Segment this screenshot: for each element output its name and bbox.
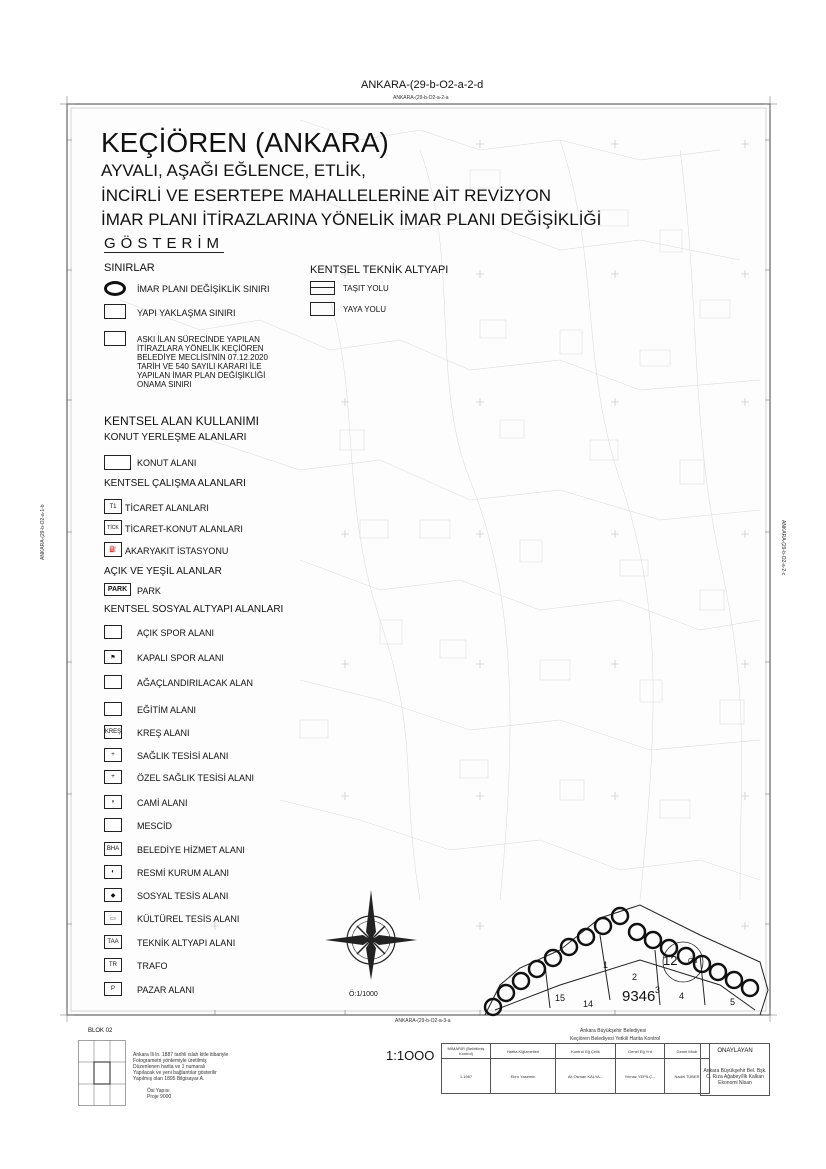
social-symbol-text: P [110, 986, 115, 992]
parcel-lot-12: 12 [663, 953, 678, 968]
parcel-lot-3: 3 [655, 985, 661, 995]
landuse-title: KENTSEL ALAN KULLANIMI [104, 414, 259, 428]
social-symbol-text [105, 626, 121, 638]
footer-note: Ösi Yapısı [147, 1088, 170, 1094]
approval-boundary-symbol [104, 331, 126, 346]
plan-subtitle-1: AYVALI, AŞAĞI EĞLENCE, ETLİK, [101, 161, 366, 180]
social-symbol-text: ◆ [110, 892, 116, 899]
circle-label: Ö3 [688, 958, 698, 965]
approval-title: ONAYLAYAN [717, 1048, 753, 1054]
social-legend-label: AÇIK SPOR ALANI [137, 628, 215, 638]
index-grid [78, 1040, 126, 1106]
social-symbol-text: + [111, 752, 115, 758]
social-symbol-text: ⚑ [110, 654, 116, 661]
plan-subtitle-3: İMAR PLANI İTİRAZLARINA YÖNELİK İMAR PLANI DEĞİŞİKLİĞİ [101, 210, 602, 229]
social-symbol-text: KREŞ [104, 729, 122, 735]
social-symbol [104, 818, 122, 832]
tech-title: KENTSEL TEKNİK ALTYAPI [310, 264, 449, 276]
table-cell: Ali Osman KALYA... [556, 1059, 616, 1094]
social-symbol-text: + [111, 774, 115, 780]
table-cell: 1.1987 [442, 1059, 491, 1094]
housing-symbol [104, 455, 131, 470]
social-symbol [104, 625, 122, 639]
column-header: Harita Kiğizmetleri [491, 1044, 556, 1059]
footer-note: Düzenlenen harita ve 1 numaralı [133, 1064, 206, 1070]
social-legend-label: ÖZEL SAĞLIK TESİSİ ALANI [137, 773, 255, 783]
social-symbol-text: ◐ [111, 869, 115, 875]
social-symbol-text: BHA [106, 846, 120, 852]
social-symbol [104, 888, 122, 902]
social-legend-label: KÜLTÜREL TESİS ALANI [137, 914, 240, 924]
legend-commerce-housing: TİCARET-KONUT ALANLARI [125, 524, 243, 534]
column-header: Genel Müdr [665, 1044, 710, 1059]
legend-vehicle-road: TAŞIT YOLU [343, 284, 389, 293]
park-symbol-text: PARK [107, 586, 128, 593]
column-header: MİMARİR (Belirtilmiş Kontrol) [442, 1044, 491, 1059]
approval-box [700, 1043, 770, 1096]
commerce-housing-symbol-text: TİCK [107, 524, 119, 531]
social-symbol-text [105, 819, 121, 831]
social-legend-label: KREŞ ALANI [137, 728, 190, 738]
social-symbol [104, 842, 122, 856]
legend-fuel-station: AKARYAKIT İSTASYONU [125, 546, 229, 556]
footer-note: Proje 9000 [147, 1094, 172, 1100]
footer-note: Yapılmış olan 1895 Bilgisayar A. [133, 1076, 205, 1082]
social-symbol [104, 935, 122, 949]
legend-commerce: TİCARET ALANLARI [125, 503, 209, 513]
legend-approach-boundary: YAPI YAKLAŞMA SINIRI [137, 308, 236, 318]
sheet-bottom-label: ANKARA-(29-b-O2-a-3-a [395, 1018, 451, 1024]
commerce-housing-symbol [104, 520, 122, 535]
social-title: KENTSEL SOSYAL ALTYAPI ALANLARI [104, 604, 284, 615]
social-symbol [104, 958, 122, 972]
legend-approval-boundary: ASKI İLAN SÜRECİNDE YAPILAN İTİRAZLARA YÖNELİK KEÇİÖREN BELEDİYE MECLİSİ'NİN 07.12.2020 TARİH VE 540 SAYILI KARARI İLE YAPILAN İMAR PLAN DEĞİŞİKLİĞİ ONAMA SINIRI [137, 335, 268, 389]
social-legend-label: BELEDİYE HİZMET ALANI [137, 845, 245, 855]
social-symbol [104, 911, 122, 925]
parcel-lot-2: 2 [632, 972, 638, 982]
scale-large: 1:1OOO [386, 1048, 435, 1063]
parcel-lot-14: 14 [583, 999, 594, 1009]
social-legend-label: RESMİ KURUM ALANI [137, 868, 230, 878]
social-symbol [104, 982, 122, 996]
legend-housing: KONUT ALANI [137, 458, 197, 468]
block-label: BLOK 02 [88, 1028, 113, 1034]
social-symbol [104, 650, 122, 664]
footer-note: Ankara İli ln. 1887 tarihli ıslah kitle itibariyle [133, 1052, 229, 1058]
social-symbol [104, 770, 122, 784]
social-legend-label: CAMİ ALANI [137, 798, 188, 808]
social-legend-label: SOSYAL TESİS ALANI [137, 891, 229, 901]
work-title: KENTSEL ÇALIŞMA ALANLARI [104, 478, 246, 489]
parcel-lot-5: 5 [730, 997, 736, 1007]
sheet-title: ANKARA-(29-b-O2-a-2-d [361, 79, 484, 91]
commerce-symbol [104, 499, 122, 514]
parcel-number: 9346 [622, 988, 656, 1005]
social-symbol [104, 795, 122, 809]
legend-park: PARK [137, 586, 161, 596]
social-legend-label: MESCİD [137, 821, 173, 831]
social-symbol [104, 675, 122, 689]
legend-heading: GÖSTERİM [104, 235, 225, 252]
table-cell: Nadiri TÜBER [665, 1059, 710, 1094]
social-legend-label: KAPALI SPOR ALANI [137, 653, 224, 663]
social-legend-label: EĞİTİM ALANI [137, 705, 197, 715]
table-cell: Yılmaz YEPİLÇ... [616, 1059, 665, 1094]
housing-title: KONUT YERLEŞME ALANLARI [104, 432, 247, 443]
vehicle-road-symbol [310, 281, 335, 295]
parcel-lot-15: 15 [555, 993, 566, 1003]
park-symbol [104, 583, 131, 596]
footer-note: Fotogrametri yöntemiyle üretilmiş [133, 1058, 207, 1064]
title-block-table [441, 1043, 710, 1094]
right-side-label: ANKARA-(29-b-O2-a-2-c [780, 520, 786, 576]
commerce-symbol-text: T1 [109, 503, 117, 510]
fuel-station-symbol [104, 542, 122, 557]
social-symbol-text: TR [109, 962, 117, 968]
legend-change-boundary: İMAR PLANI DEĞİŞİKLİK SINIRI [137, 284, 270, 294]
boundaries-title: SINIRLAR [104, 262, 155, 274]
legend-pedestrian-road: YAYA YOLU [343, 305, 386, 314]
green-title: AÇIK VE YEŞİL ALANLAR [104, 566, 222, 577]
left-side-label: ANKARA-(29-b-O2-a-1-b [40, 504, 46, 560]
pedestrian-road-symbol [310, 302, 335, 316]
social-legend-label: PAZAR ALANI [137, 985, 195, 995]
plan-title: KEÇİÖREN (ANKARA) [101, 127, 389, 158]
social-symbol [104, 748, 122, 762]
social-legend-label: SAĞLIK TESİSİ ALANI [137, 751, 229, 761]
change-boundary-symbol [104, 281, 126, 296]
social-symbol-text: ◗ [111, 799, 115, 805]
social-symbol-text [105, 676, 121, 688]
sheet-subtitle: ANKARA-(29-b-O2-a-2-a [393, 95, 449, 101]
parcel-lot-4: 4 [679, 991, 685, 1001]
social-symbol-text: TAA [107, 939, 119, 945]
parcel-lot-1: 1 [603, 960, 609, 970]
table-cell: Ebru Yasemin [491, 1059, 556, 1094]
column-header: Genel Eğ Yrd [616, 1044, 665, 1059]
social-symbol-text [105, 703, 121, 715]
social-legend-label: TRAFO [137, 961, 168, 971]
fuel-station-symbol-text: ⛽ [109, 547, 117, 553]
approval-text: Ankara Büyükşehir Bel. Bşk. C. Rıza Ağabey/İlk Kalkan Ekonomi Nisan [703, 1068, 767, 1086]
approach-boundary-symbol [104, 304, 126, 319]
social-symbol [104, 702, 122, 716]
footer-note: Yapılacak ve yeni bağlantılar gösterilir [133, 1070, 217, 1076]
footer-notes [133, 1052, 228, 1100]
column-header: Kontrol Eğ Çelik [556, 1044, 616, 1059]
header-line-2: Keçiören Belediyesi Yetkili Harita Kontrol [570, 1036, 661, 1042]
social-symbol [104, 725, 122, 739]
social-legend-label: TEKNİK ALTYAPI ALANI [137, 938, 236, 948]
social-symbol [104, 865, 122, 879]
header-line-1: Ankara Büyükşehir Belediyesi [580, 1028, 647, 1034]
social-symbol-text: ▭ [110, 915, 116, 922]
social-legend-label: AĞAÇLANDIRILACAK ALAN [137, 678, 254, 688]
plan-subtitle-2: İNCİRLİ VE ESERTEPE MAHALLELERİNE AİT REVİZYON [101, 186, 552, 205]
scale-small: Ö:1/1000 [349, 991, 378, 998]
